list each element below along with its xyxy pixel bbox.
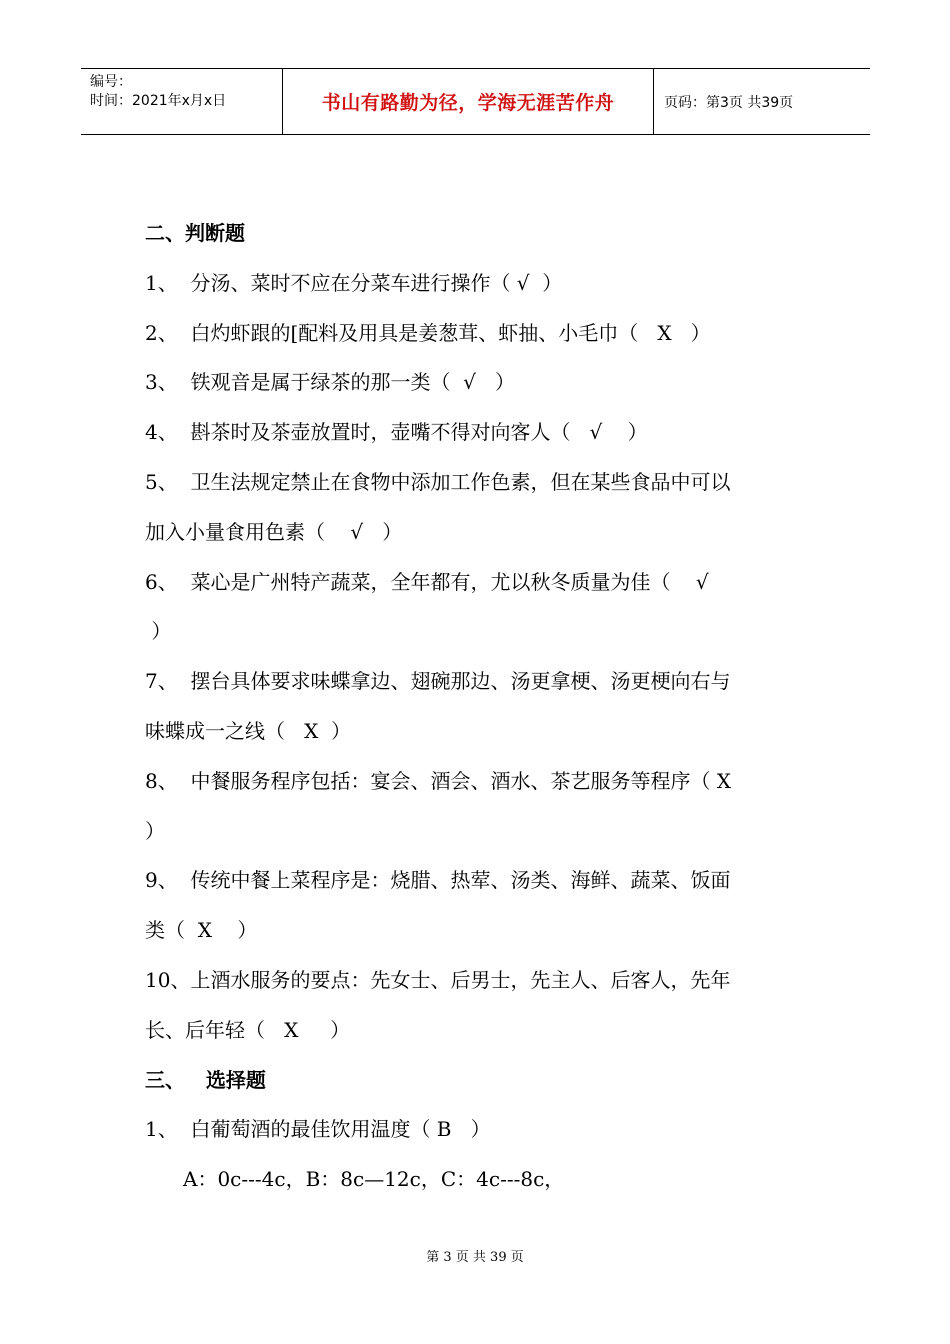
- section-heading: 二、判断题: [145, 221, 245, 245]
- document-body: [145, 209, 815, 1205]
- text-line: 长、后年轻（ X ）: [145, 1017, 351, 1042]
- header-motto-cell: [282, 69, 654, 134]
- text-line: 5、 卫生法规定禁止在食物中添加工作色素，但在某些食品中可以: [145, 469, 731, 494]
- text-line: 8、 中餐服务程序包括：宴会、酒会、酒水、茶艺服务等程序（ X: [145, 768, 732, 793]
- text-line: 1、 白葡萄酒的最佳饮用温度（ B ）: [145, 1117, 491, 1142]
- motto-text: 书山有路勤为径，学海无涯苦作舟: [321, 92, 615, 114]
- section-heading: 三、 选择题: [145, 1067, 266, 1092]
- text-line: ）: [145, 818, 165, 843]
- number-label: 编号：: [90, 74, 132, 90]
- text-line: 4、 斟茶时及茶壶放置时，壶嘴不得对向客人（ √ ）: [145, 420, 648, 445]
- header-meta: [81, 69, 282, 134]
- text-line: 10、上酒水服务的要点：先女士、后男士，先主人、后客人，先年: [145, 967, 731, 992]
- text-line: 3、 铁观音是属于绿茶的那一类（ √ ）: [145, 370, 515, 395]
- text-line: 1、 分汤、菜时不应在分菜车进行操作（ √ ）: [145, 270, 563, 295]
- page-footer: 第 3 页 共 39 页: [426, 1250, 524, 1265]
- text-line: A：0c---4c，B：8c—12c，C：4c---8c，: [183, 1167, 565, 1192]
- header-page-info: [654, 69, 870, 134]
- text-line: 6、 菜心是广州特产蔬菜，全年都有，尤以秋冬质量为佳（ √: [145, 569, 709, 594]
- time-label: 时间：2021年x月x日: [90, 93, 227, 109]
- text-line: 7、 摆台具体要求味蝶拿边、翅碗那边、汤更拿梗、汤更梗向右与: [145, 669, 731, 694]
- text-line: 味蝶成一之线（ X ）: [145, 718, 352, 743]
- text-line: 加入小量食用色素（ √ ）: [145, 519, 403, 544]
- page-header: [81, 68, 870, 135]
- page-info-text: 页码：第3页 共39页: [664, 94, 794, 111]
- text-line: 2、 白灼虾跟的[配料及用具是姜葱茸、虾抽、小毛巾（ X ）: [145, 320, 711, 345]
- text-line: ）: [145, 619, 172, 644]
- text-line: 类（ X ）: [145, 918, 258, 943]
- text-line: 9、 传统中餐上菜程序是：烧腊、热荤、汤类、海鲜、蔬菜、饭面: [145, 868, 731, 893]
